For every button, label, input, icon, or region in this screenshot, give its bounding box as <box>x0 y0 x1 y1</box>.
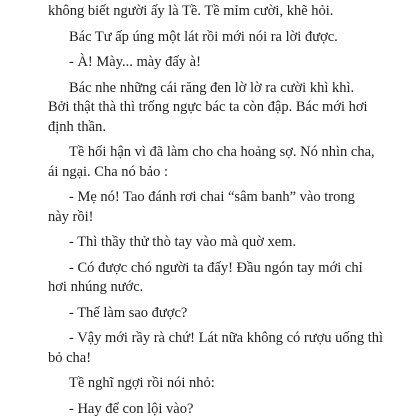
text-line: Bởi thật thà thì trống ngực bác ta còn đập. Bác mới hơi <box>48 99 368 115</box>
text-line: hơi nhúng nước. <box>48 279 144 295</box>
text-line: - Hay để con lội vào? <box>69 400 194 417</box>
text-line: - Mẹ nó! Tao đánh rơi chai “sâm banh” vào trong <box>69 189 355 205</box>
text-line: Tề hối hận vì đã làm cho cha hoảng sợ. Nó nhìn cha, <box>69 144 375 160</box>
text-line: ái ngại. Cha nó bảo : <box>48 163 169 180</box>
text-line: Tề nghĩ ngợi rồi nói nhỏ: <box>69 375 215 391</box>
text-line: - Vậy mới rầy rà chứ! Lát nữa không có rượu uống thì <box>69 330 384 346</box>
text-line: bỏ cha! <box>48 349 92 366</box>
text-line: định thần. <box>48 118 106 135</box>
text-line: - Thế làm sao được? <box>69 304 188 321</box>
text-line: Bác nhe những cái răng đen lờ lờ ra cười khì khì. <box>69 79 355 96</box>
text-line: này rồi! <box>48 208 94 225</box>
text-line: - Có được chó người ta đấy! Đầu ngón tay mới chỉ <box>69 259 363 276</box>
text-line: Bác Tư ấp úng một lát rồi mới nói ra lời được. <box>69 28 338 45</box>
text-line: - À! Mày... mày đấy à! <box>69 54 201 70</box>
text-line: không biết người ấy là Tề. Tề mỉm cười, khẽ hỏi. <box>48 3 334 19</box>
text-line: - Thì thầy thử thò tay vào mà quờ xem. <box>69 234 297 250</box>
